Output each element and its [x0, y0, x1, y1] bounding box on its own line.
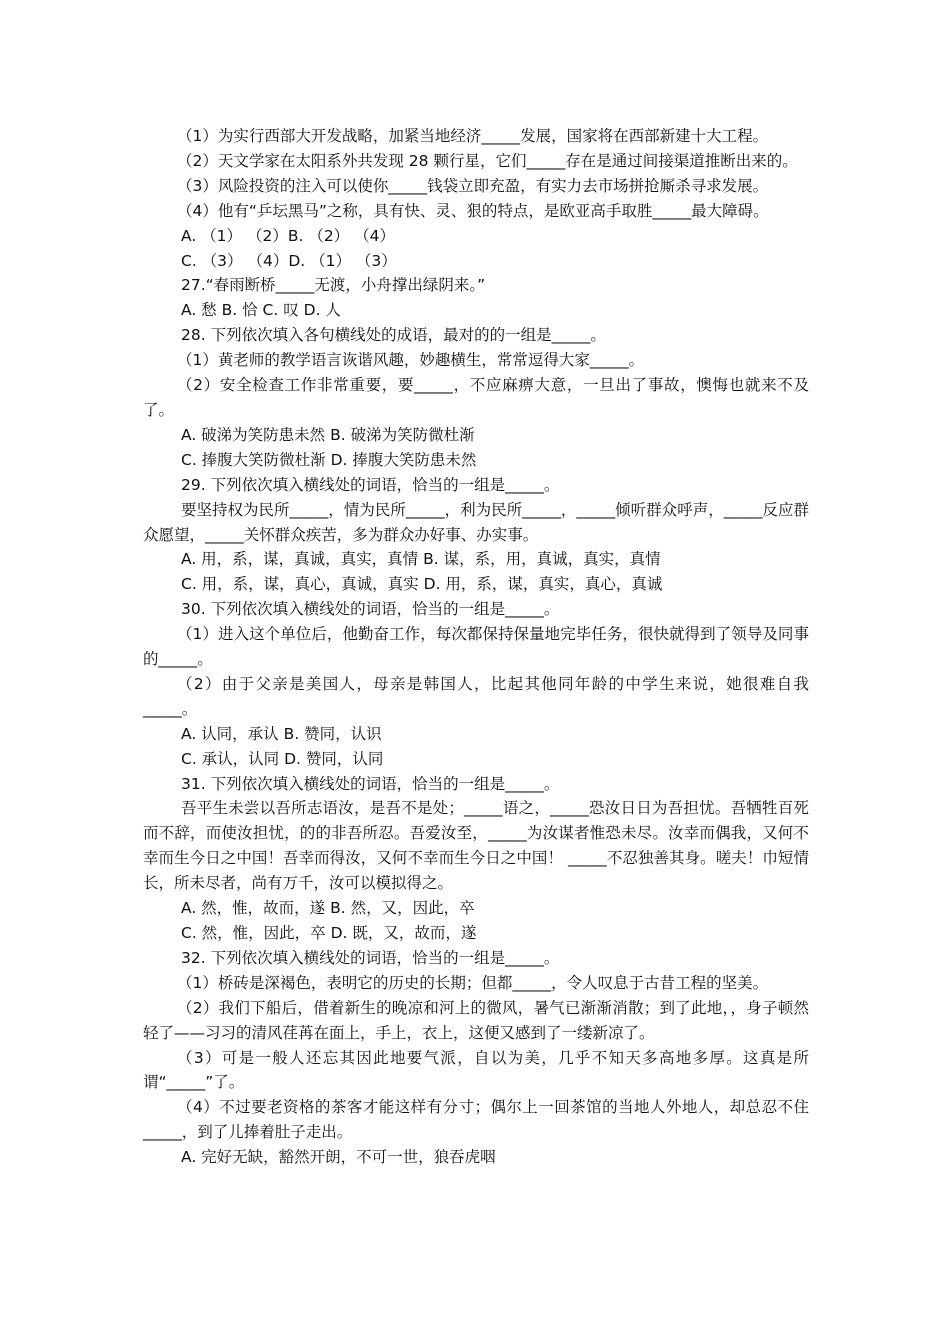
text-line: A. 破涕为笑防患未然 B. 破涕为笑防微杜渐 — [181, 425, 475, 444]
text-line: 31. 下列依次填入横线处的词语，恰当的一组是_____。 — [181, 774, 560, 793]
text-line: （2）我们下船后，借着新生的晚凉和河上的微风，暑气已渐渐消散；到了此地，，身子顿然轻了——习习的清风荏苒在面上，手上，衣上，这便又感到了一缕新凉了。 — [143, 998, 809, 1042]
text-line: A. （1） （2）B. （2） （4） — [181, 226, 395, 245]
text-line: （2）安全检查工作非常重要，要_____，不应麻痹大意，一旦出了事故，懊悔也就来不及了。 — [143, 376, 809, 419]
text-line: 32. 下列依次填入横线处的词语，恰当的一组是_____。 — [181, 948, 560, 967]
text-line: 28. 下列依次填入各句横线处的成语，最对的的一组是_____。 — [181, 326, 606, 345]
text-line: （3）可是一般人还忘其因此地要气派，自以为美，几乎不知天多高地多厚。这真是所谓“_____”了。 — [143, 1048, 809, 1092]
text-line: 29. 下列依次填入横线处的词语，恰当的一组是_____。 — [181, 475, 560, 494]
text-line: C. 然，惟，因此，卒 D. 既，又，故而，遂 — [181, 924, 477, 942]
text-line: （1）黄老师的教学语言诙谐风趣，妙趣横生，常常逗得大家_____。 — [177, 351, 645, 370]
text-line: A. 完好无缺，豁然开朗，不可一世，狼吞虎咽 — [181, 1148, 496, 1167]
text-line: 吾平生未尝以吾所志语汝，是吾不是处；_____语之，_____恐汝日日为吾担忧。吾牺牲百死而不辞，而使汝担忧，的的非吾所忍。吾爱汝至，_____为汝谋者惟恐未尽。汝幸而偶我，又何不幸而生今日之中国！吾幸而得汝，又何不幸而生今日之中国！ _____不忍独善其身。嗟夫！巾短情长，所未尽者，尚有万千，汝可以模拟得之。 — [143, 799, 809, 893]
text-line: （1）为实行西部大开发战略，加紧当地经济_____发展，国家将在西部新建十大工程。 — [177, 127, 769, 145]
text-line: （4）不过要老资格的茶客才能这样有分寸；偶尔上一回茶馆的当地人外地人，却总忍不住_____，到了儿捧着肚子走出。 — [143, 1098, 809, 1142]
document-page — [143, 124, 809, 1170]
text-line: （1）进入这个单位后，他勤奋工作，每次都保持保量地完毕任务，很快就得到了领导及同事的_____。 — [143, 625, 809, 669]
text-line: （4）他有“乒坛黑马”之称，具有快、灵、狠的特点，是欧亚高手取胜_____最大障碍。 — [177, 201, 769, 220]
text-line: （2）由于父亲是美国人，母亲是韩国人，比起其他同年龄的中学生来说，她很难自我_____。 — [143, 674, 809, 718]
text-line: C. 捧腹大笑防微杜渐 D. 捧腹大笑防患未然 — [181, 450, 477, 469]
text-line: （3）风险投资的注入可以使你_____钱袋立即充盈，有实力去市场拼抢厮杀寻求发展。 — [177, 176, 769, 195]
text-line: A. 用，系，谋，真诚，真实，真情 B. 谋，系，用，真诚，真实，真情 — [181, 550, 661, 569]
text-line: （2）天文学家在太阳系外共发现 28 颗行星，它们_____存在是通过间接渠道推断出来的。 — [177, 151, 798, 170]
text-line: 27.“春雨断桥_____无渡，小舟撑出绿阴来。” — [181, 276, 486, 295]
text-line: A. 愁 B. 恰 C. 叹 D. 人 — [181, 301, 341, 320]
text-line: A. 然，惟，故而，遂 B. 然，又，因此，卒 — [181, 899, 475, 918]
text-line: C. 承认，认同 D. 赞同，认同 — [181, 749, 384, 768]
text-line: 要坚持权为民所_____，情为民所_____，利为民所_____，_____倾听群众呼声，_____反应群众愿望，_____关怀群众疾苦，多为群众办好事、办实事。 — [143, 500, 809, 544]
text-line: （1）桥砖是深褐色，表明它的历史的长期；但都_____，令人叹息于古昔工程的坚美。 — [177, 973, 769, 992]
text-line: C. 用，系，谋，真心，真诚，真实 D. 用，系，谋，真实，真心，真诚 — [181, 575, 663, 594]
text-line: C. （3） （4）D. （1） （3） — [181, 251, 397, 270]
text-line: A. 认同，承认 B. 赞同，认识 — [181, 724, 382, 743]
text-line: 30. 下列依次填入横线处的词语，恰当的一组是_____。 — [181, 600, 560, 619]
